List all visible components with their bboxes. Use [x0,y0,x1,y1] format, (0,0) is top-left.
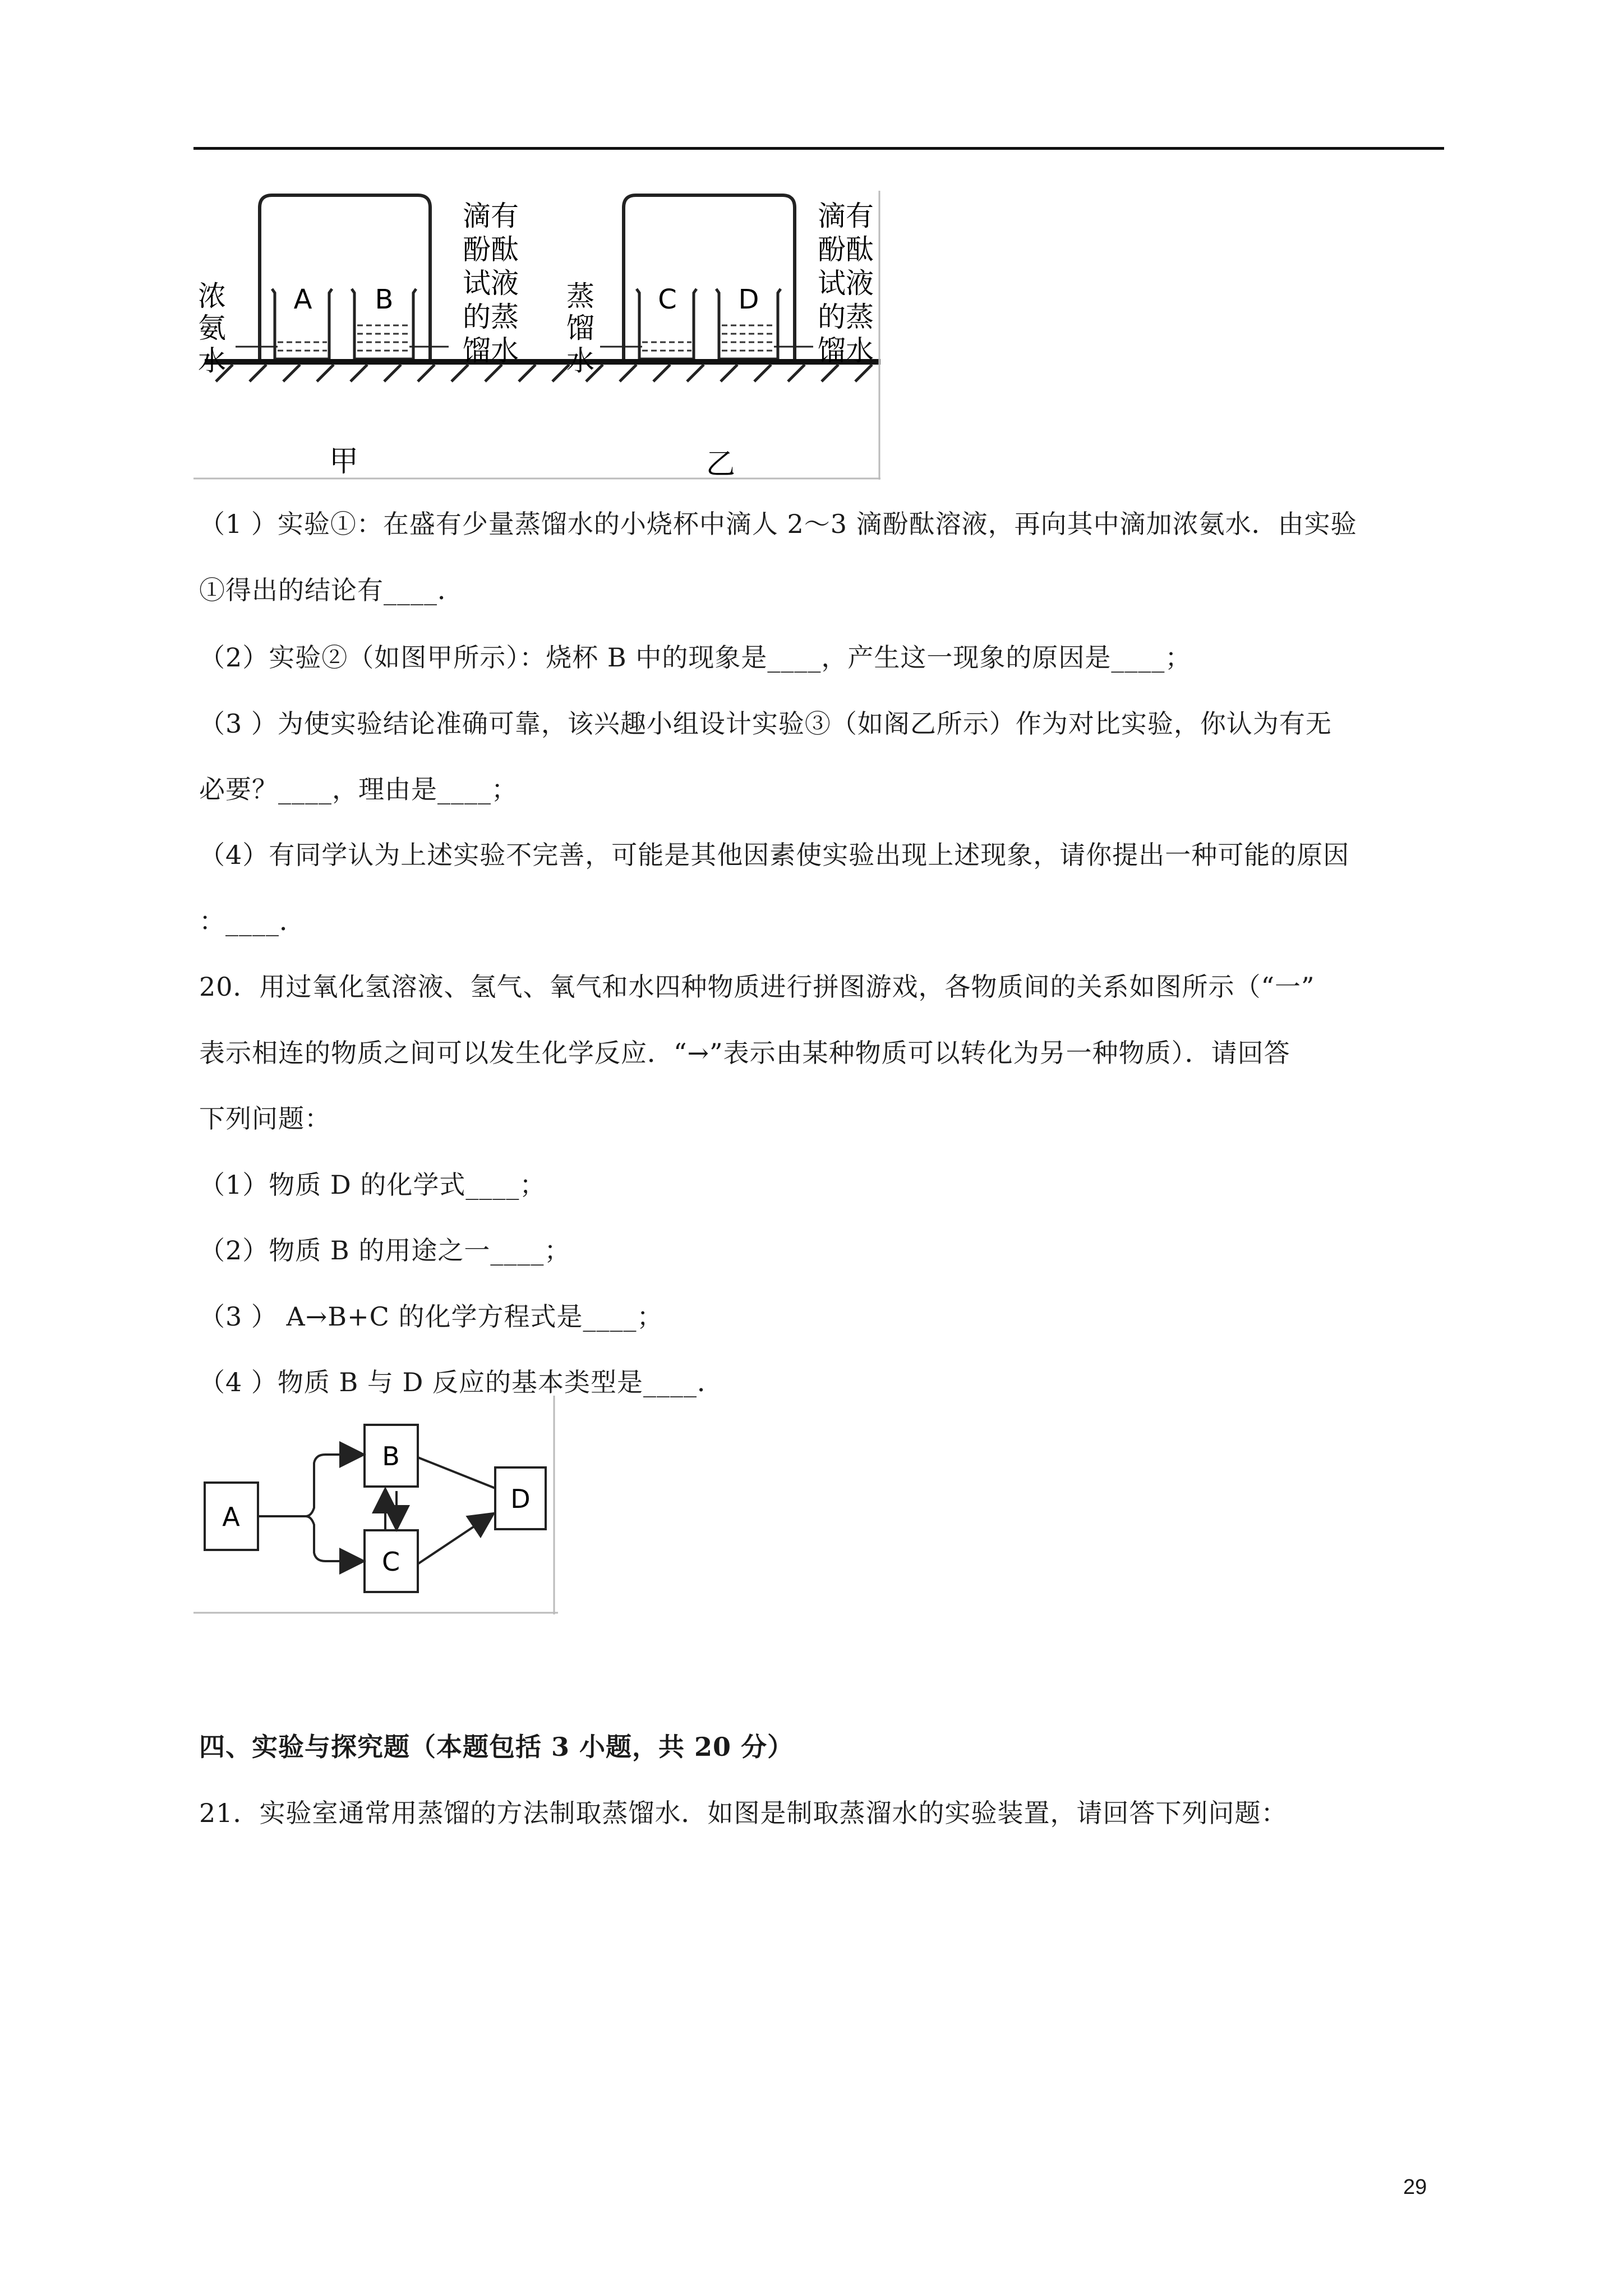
phenol-water-yi-label-4: 的蒸 [818,301,874,333]
floor-hatch-mark [250,365,266,381]
beaker-d-label: D [738,284,759,315]
q19-line-2: ①得出的结论有____． [199,575,464,605]
q20-line-4: （1）物质 D 的化学式____； [199,1170,546,1200]
caption-jia: 甲 [329,445,359,478]
floor-hatch-mark [418,365,435,381]
concentrated-ammonia-label-3: 水 [198,344,226,377]
node-c-label: C [381,1547,400,1577]
floor-hatch-mark [351,365,367,381]
phenol-water-yi-label-5: 馏水 [818,334,874,367]
distilled-water-label-1: 蒸 [566,280,594,312]
q19-line-1: （1 ）实验①：在盛有少量蒸馏水的小烧杯中滴人 2～3 滴酚酞溶液，再向其中滴加浓氨水．由实验 [199,509,1357,539]
floor-hatch-mark [788,365,805,381]
q20-line-1: 20．用过氧化氢溶液、氢气、氧气和水四种物质进行拼图游戏，各物质间的关系如图所示（“一” [199,972,1315,1002]
phenol-water-jia-label-1: 滴有 [463,200,519,232]
caption-yi: 乙 [706,448,736,480]
floor-hatch-mark [653,365,670,381]
distilled-water-label-3: 水 [566,344,594,377]
page-number: 29 [1403,2175,1427,2199]
floor-hatch-mark [384,365,401,381]
header-rule [193,147,1444,150]
floor-hatch-mark [485,365,502,381]
phenol-water-jia-label-4: 的蒸 [463,301,519,333]
beaker-b-label: B [375,284,394,315]
phenol-water-jia-label-5: 馏水 [463,334,519,367]
q21-text: 21．实验室通常用蒸馏的方法制取蒸馏水．如图是制取蒸溜水的实验装置，请回答下列问题： [199,1798,1288,1828]
floor-hatch-mark [754,365,771,381]
q19-line-7: ：____． [199,906,306,936]
q19-line-6: （4）有同学认为上述实验不完善，可能是其他因素使实验出现上述现象，请你提出一种可能的原因 [199,840,1350,870]
phenol-water-jia-label-2: 酚酞 [463,233,519,266]
q20-line-5: （2）物质 B 的用途之一____； [199,1235,571,1266]
floor-hatch-mark [451,365,468,381]
phenol-water-yi-label-2: 酚酞 [818,233,874,266]
node-d-label: D [510,1484,531,1514]
q20-line-2: 表示相连的物质之间可以发生化学反应．“→”表示由某种物质可以转化为另一种物质）．请回答 [199,1038,1290,1068]
floor-hatch-mark [283,365,300,381]
floor-hatch-mark [317,365,334,381]
concentrated-ammonia-label-2: 氨 [198,312,226,344]
phenol-water-yi-label-1: 滴有 [818,200,874,232]
floor-hatch-mark [721,365,737,381]
floor-hatch-mark [822,365,838,381]
relationship-diagram [193,1396,558,1614]
node-a-label: A [222,1502,240,1532]
floor-hatch-mark [855,365,872,381]
q19-line-4: （3 ）为使实验结论准确可靠，该兴趣小组设计实验③（如阁乙所示）作为对比实验，你认为有无 [199,708,1332,739]
q20-line-6: （3 ） A→B+C 的化学方程式是____； [199,1301,663,1332]
concentrated-ammonia-label-1: 浓 [198,280,226,312]
q19-line-5: 必要？____，理由是____； [199,774,518,804]
beaker-c-label: C [658,284,677,315]
floor-hatch-mark [519,365,536,381]
phenol-water-jia-label-3: 试液 [463,267,519,300]
phenol-water-yi-label-3: 试液 [818,267,874,300]
floor-hatch-mark [620,365,637,381]
distilled-water-label-2: 馏 [566,312,594,344]
node-b-label: B [382,1441,400,1471]
floor-hatch-mark [687,365,704,381]
q19-line-3: （2）实验②（如图甲所示）：烧杯 B 中的现象是____，产生这一现象的原因是____； [199,642,1192,673]
q20-line-7: （4 ）物质 B 与 D 反应的基本类型是____． [199,1367,724,1397]
beaker-a-label: A [293,284,312,315]
section-4-heading: 四、实验与探究题（本题包括 3 小题，共 20 分） [199,1732,794,1762]
beaker-experiment-figure [193,191,880,480]
q20-line-3: 下列问题： [199,1103,331,1134]
